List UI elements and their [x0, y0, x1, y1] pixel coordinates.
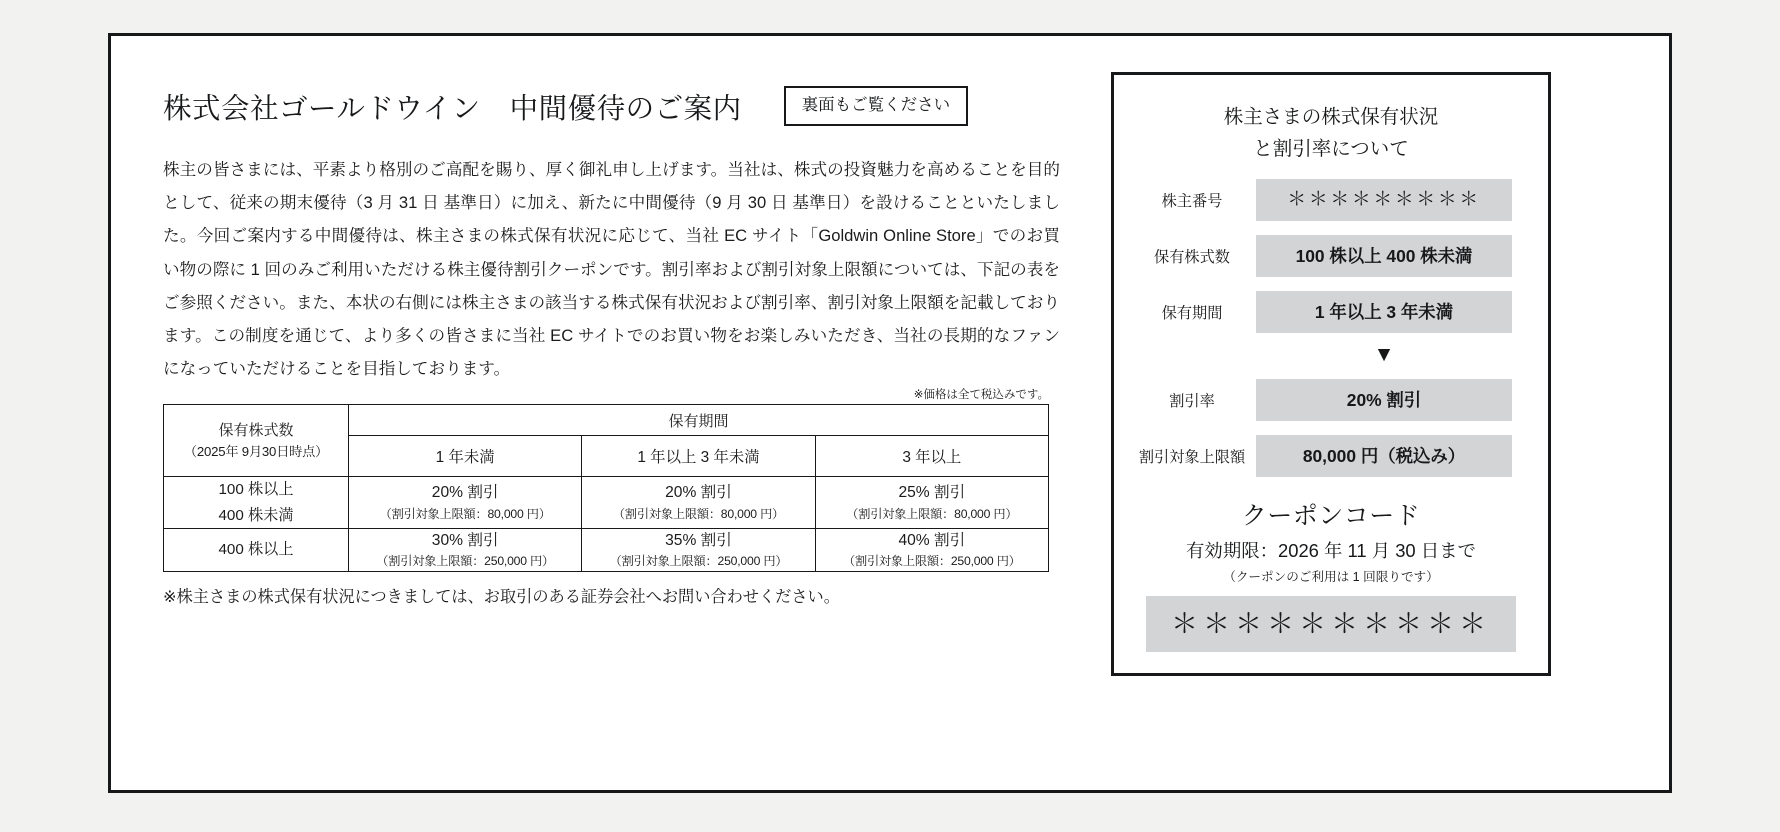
- shareholder-status-panel: [1111, 72, 1551, 676]
- title-row: [163, 80, 1063, 132]
- row-1-cell-2-rate: 40% 割引: [898, 531, 966, 549]
- row-0-shares-line2: 400 株未満: [218, 506, 294, 524]
- tax-inclusive-note: ※価格は全て税込みです。: [913, 389, 1049, 402]
- coupon-title: クーポンコード: [1241, 502, 1421, 531]
- panel-label-shareholder-number: 株主番号: [1161, 192, 1223, 210]
- row-1-cell-0-cap: （割引対象上限額：250,000 円）: [376, 553, 555, 568]
- header-holding-period: 保有期間: [349, 405, 1049, 436]
- header-shares-count: [164, 405, 349, 477]
- coupon-code-value: ＊＊＊＊＊＊＊＊＊＊: [1146, 596, 1516, 652]
- header-period-col-1: 1 年以上 3 年未満: [582, 436, 815, 477]
- panel-row-shareholder-number: [1114, 179, 1548, 221]
- panel-value-shares-held: 100 株以上 400 株未満: [1256, 235, 1512, 277]
- row-1-cell-0-rate: 30% 割引: [431, 531, 499, 549]
- panel-label-holding-period: 保有期間: [1161, 304, 1223, 322]
- coupon-expiry: 有効期限：2026 年 11 月 30 日まで: [1186, 540, 1476, 562]
- panel-heading-line1: 株主さまの株式保有状況: [1223, 106, 1439, 128]
- row-0-cell-0-cap: （割引対象上限額：80,000 円）: [379, 506, 551, 521]
- row-0-cell-2: [815, 477, 1048, 528]
- panel-row-discount-rate: [1114, 379, 1548, 421]
- panel-label-discount-rate: 割引率: [1169, 392, 1215, 410]
- backside-note-box: 裏面もご覧ください: [784, 86, 969, 126]
- row-1-cell-2: [815, 528, 1048, 571]
- panel-label-discount-cap: 割引対象上限額: [1138, 448, 1246, 466]
- left-content-column: [163, 80, 1063, 607]
- table-header-row-top: [164, 405, 1049, 436]
- header-shares-count-sub: （2025年 9月30日時点）: [183, 444, 329, 460]
- panel-row-shares-held: [1114, 235, 1548, 277]
- row-1-cell-0: [349, 528, 582, 571]
- panel-heading: [1114, 102, 1548, 165]
- header-shares-count-main: 保有株式数: [218, 422, 294, 440]
- panel-label-shares-held: 保有株式数: [1154, 248, 1230, 266]
- row-0-shares-line1: 100 株以上: [218, 481, 294, 499]
- panel-heading-line2: と割引率について: [1253, 137, 1409, 160]
- row-0-cell-0-rate: 20% 割引: [431, 484, 499, 502]
- row-1-shares-line1: 400 株以上: [218, 541, 294, 559]
- row-1-shares: [164, 528, 349, 571]
- row-1-cell-1: [582, 528, 815, 571]
- row-0-cell-1: [582, 477, 815, 528]
- row-0-cell-0: [349, 477, 582, 528]
- row-1-cell-2-cap: （割引対象上限額：250,000 円）: [842, 553, 1021, 568]
- panel-value-shareholder-number: ＊＊＊＊＊＊＊＊＊: [1256, 179, 1512, 221]
- panel-value-discount-rate: 20% 割引: [1256, 379, 1512, 421]
- header-period-col-0: 1 年未満: [349, 436, 582, 477]
- body-paragraph: 株主の皆さまには、平素より格別のご高配を賜り、厚く御礼申し上げます。当社は、株式の投資魅力を高めることを目的として、従来の期末優待（3 月 31 日 基準日）に加え、新たに中間優待（9 月 30 日 基準日）を設けることといたしました。今回ご案内する中間優待は、株主さまの株式保有状況に応じて、当社 EC サイト「Goldwin Online Store」でのお買い物の際に 1 回のみご利用いただける株主優待割引クーポンです。割引率および割引対象上限額については、下記の表をご参照ください。また、本状の右側には株主さまの該当する株式保有状況および割引率、割引対象上限額を記載しております。この制度を通じて、より多くの皆さまに当社 EC サイトでのお買い物をお楽しみいただき、当社の長期的なファンになっていただけることを目指しております。: [163, 160, 1060, 379]
- row-1-cell-1-cap: （割引対象上限額：250,000 円）: [609, 553, 788, 568]
- panel-row-discount-cap: [1114, 435, 1548, 477]
- row-0-cell-1-cap: （割引対象上限額：80,000 円）: [612, 506, 785, 521]
- panel-value-holding-period: 1 年以上 3 年未満: [1256, 291, 1512, 333]
- page-title: 株式会社ゴールドウイン 中間優待のご案内: [163, 92, 742, 125]
- row-0-cell-2-rate: 25% 割引: [898, 484, 966, 502]
- table-row: [164, 528, 1049, 571]
- panel-value-discount-cap: 80,000 円（税込み）: [1256, 435, 1512, 477]
- panel-row-holding-period: [1114, 291, 1548, 333]
- row-0-shares: [164, 477, 349, 528]
- coupon-onetime-note: （クーポンのご利用は 1 回限りです）: [1223, 570, 1439, 585]
- document-sheet: [108, 33, 1672, 793]
- table-row: [164, 477, 1049, 528]
- table-footnote: ※株主さまの株式保有状況につきましては、お取引のある証券会社へお問い合わせください。: [163, 587, 840, 606]
- header-period-col-2: 3 年以上: [815, 436, 1048, 477]
- row-1-cell-1-rate: 35% 割引: [665, 531, 732, 549]
- row-0-cell-2-cap: （割引対象上限額：80,000 円）: [846, 506, 1018, 521]
- arrow-down-icon: ▼: [1373, 343, 1395, 367]
- row-0-cell-1-rate: 20% 割引: [665, 484, 732, 502]
- benefit-table: [163, 404, 1049, 571]
